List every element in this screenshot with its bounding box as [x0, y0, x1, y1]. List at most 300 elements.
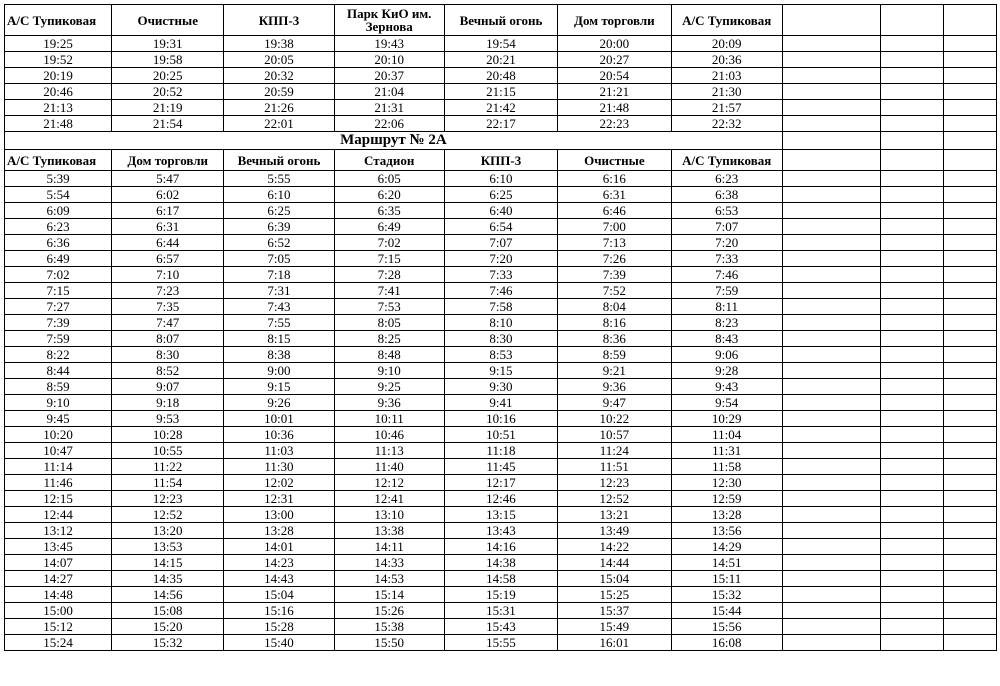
time-cell: 10:55	[112, 443, 224, 459]
time-cell: 15:04	[224, 587, 334, 603]
time-cell: 7:07	[671, 219, 782, 235]
time-cell: 22:17	[444, 116, 557, 132]
time-cell: 21:13	[5, 100, 112, 116]
route-title: Маршрут № 2А	[5, 132, 783, 150]
empty-cell	[782, 443, 881, 459]
time-cell: 8:10	[444, 315, 557, 331]
time-cell: 7:20	[444, 251, 557, 267]
column-header: Дом торговли	[558, 5, 671, 36]
time-cell: 7:15	[334, 251, 444, 267]
time-cell: 7:02	[5, 267, 112, 283]
time-cell: 6:05	[334, 171, 444, 187]
table-row	[5, 507, 997, 523]
empty-cell	[782, 411, 881, 427]
time-cell: 8:05	[334, 315, 444, 331]
column-header: Очистные	[558, 150, 671, 171]
time-cell: 20:37	[334, 68, 444, 84]
time-cell: 7:55	[224, 315, 334, 331]
time-cell: 9:21	[558, 363, 671, 379]
time-cell: 12:23	[112, 491, 224, 507]
time-cell: 7:59	[671, 283, 782, 299]
empty-cell	[782, 491, 881, 507]
empty-cell	[944, 150, 997, 171]
route2-header-row	[5, 150, 997, 171]
time-cell: 6:09	[5, 203, 112, 219]
empty-cell	[881, 587, 944, 603]
time-cell: 14:51	[671, 555, 782, 571]
column-header: Парк КиО им. Зернова	[334, 5, 444, 36]
time-cell: 7:00	[558, 219, 671, 235]
table-row	[5, 203, 997, 219]
table-row	[5, 299, 997, 315]
timetable-sheet	[4, 4, 997, 651]
empty-cell	[944, 116, 997, 132]
empty-cell	[881, 219, 944, 235]
time-cell: 15:00	[5, 603, 112, 619]
time-cell: 12:30	[671, 475, 782, 491]
time-cell: 21:03	[671, 68, 782, 84]
time-cell: 19:31	[112, 36, 224, 52]
table-row	[5, 315, 997, 331]
time-cell: 7:46	[671, 267, 782, 283]
time-cell: 11:24	[558, 443, 671, 459]
time-cell: 15:32	[671, 587, 782, 603]
empty-cell	[944, 68, 997, 84]
time-cell: 6:17	[112, 203, 224, 219]
empty-cell	[782, 363, 881, 379]
time-cell: 7:15	[5, 283, 112, 299]
time-cell: 15:16	[224, 603, 334, 619]
empty-cell	[944, 5, 997, 36]
time-cell: 11:46	[5, 475, 112, 491]
table-row	[5, 411, 997, 427]
time-cell: 21:57	[671, 100, 782, 116]
time-cell: 12:23	[558, 475, 671, 491]
empty-cell	[944, 315, 997, 331]
empty-cell	[944, 523, 997, 539]
time-cell: 9:06	[671, 347, 782, 363]
time-cell: 9:30	[444, 379, 557, 395]
time-cell: 7:41	[334, 283, 444, 299]
empty-cell	[944, 603, 997, 619]
time-cell: 14:38	[444, 555, 557, 571]
time-cell: 15:04	[558, 571, 671, 587]
time-cell: 9:54	[671, 395, 782, 411]
empty-cell	[782, 571, 881, 587]
empty-cell	[944, 84, 997, 100]
time-cell: 14:44	[558, 555, 671, 571]
empty-cell	[782, 283, 881, 299]
empty-cell	[881, 539, 944, 555]
time-cell: 21:31	[334, 100, 444, 116]
empty-cell	[881, 635, 944, 651]
time-cell: 6:53	[671, 203, 782, 219]
empty-cell	[782, 100, 881, 116]
time-cell: 8:30	[112, 347, 224, 363]
table-row	[5, 36, 997, 52]
time-cell: 9:26	[224, 395, 334, 411]
time-cell: 20:54	[558, 68, 671, 84]
empty-cell	[944, 411, 997, 427]
time-cell: 9:43	[671, 379, 782, 395]
time-cell: 7:33	[444, 267, 557, 283]
time-cell: 10:47	[5, 443, 112, 459]
empty-cell	[881, 203, 944, 219]
time-cell: 7:58	[444, 299, 557, 315]
time-cell: 20:48	[444, 68, 557, 84]
table-row	[5, 267, 997, 283]
time-cell: 13:28	[671, 507, 782, 523]
time-cell: 6:52	[224, 235, 334, 251]
time-cell: 7:27	[5, 299, 112, 315]
empty-cell	[881, 36, 944, 52]
table-row	[5, 587, 997, 603]
time-cell: 20:21	[444, 52, 557, 68]
table-row	[5, 539, 997, 555]
time-cell: 7:52	[558, 283, 671, 299]
time-cell: 8:07	[112, 331, 224, 347]
time-cell: 8:53	[444, 347, 557, 363]
time-cell: 5:39	[5, 171, 112, 187]
empty-cell	[944, 299, 997, 315]
empty-cell	[881, 187, 944, 203]
table-row	[5, 379, 997, 395]
empty-cell	[944, 251, 997, 267]
time-cell: 11:04	[671, 427, 782, 443]
time-cell: 9:10	[5, 395, 112, 411]
time-cell: 20:32	[224, 68, 334, 84]
time-cell: 6:44	[112, 235, 224, 251]
time-cell: 6:16	[558, 171, 671, 187]
empty-cell	[944, 100, 997, 116]
time-cell: 6:02	[112, 187, 224, 203]
time-cell: 14:16	[444, 539, 557, 555]
empty-cell	[944, 587, 997, 603]
time-cell: 13:00	[224, 507, 334, 523]
empty-cell	[881, 267, 944, 283]
time-cell: 13:12	[5, 523, 112, 539]
time-cell: 20:10	[334, 52, 444, 68]
time-cell: 10:16	[444, 411, 557, 427]
time-cell: 6:10	[444, 171, 557, 187]
empty-cell	[881, 523, 944, 539]
time-cell: 9:07	[112, 379, 224, 395]
empty-cell	[881, 235, 944, 251]
time-cell: 13:21	[558, 507, 671, 523]
time-cell: 6:57	[112, 251, 224, 267]
time-cell: 7:35	[112, 299, 224, 315]
empty-cell	[944, 52, 997, 68]
empty-cell	[782, 587, 881, 603]
empty-cell	[881, 331, 944, 347]
table-row	[5, 84, 997, 100]
empty-cell	[881, 150, 944, 171]
time-cell: 9:41	[444, 395, 557, 411]
time-cell: 22:06	[334, 116, 444, 132]
empty-cell	[881, 427, 944, 443]
empty-cell	[782, 68, 881, 84]
column-header: Вечный огонь	[224, 150, 334, 171]
time-cell: 20:19	[5, 68, 112, 84]
time-cell: 14:01	[224, 539, 334, 555]
time-cell: 7:10	[112, 267, 224, 283]
column-header: КПП-3	[224, 5, 334, 36]
time-cell: 11:22	[112, 459, 224, 475]
empty-cell	[944, 331, 997, 347]
table-row	[5, 363, 997, 379]
time-cell: 8:30	[444, 331, 557, 347]
time-cell: 20:46	[5, 84, 112, 100]
empty-cell	[782, 475, 881, 491]
time-cell: 6:49	[5, 251, 112, 267]
time-cell: 6:31	[112, 219, 224, 235]
time-cell: 10:29	[671, 411, 782, 427]
empty-cell	[944, 132, 997, 150]
time-cell: 6:10	[224, 187, 334, 203]
empty-cell	[881, 379, 944, 395]
table-row	[5, 619, 997, 635]
time-cell: 10:01	[224, 411, 334, 427]
time-cell: 6:38	[671, 187, 782, 203]
time-cell: 7:39	[5, 315, 112, 331]
empty-cell	[782, 116, 881, 132]
time-cell: 9:15	[444, 363, 557, 379]
time-cell: 6:40	[444, 203, 557, 219]
time-cell: 12:15	[5, 491, 112, 507]
empty-cell	[881, 475, 944, 491]
column-header: А/С Тупиковая	[5, 5, 112, 36]
empty-cell	[881, 443, 944, 459]
empty-cell	[944, 187, 997, 203]
time-cell: 7:05	[224, 251, 334, 267]
column-header: Дом торговли	[112, 150, 224, 171]
empty-cell	[782, 603, 881, 619]
time-cell: 15:37	[558, 603, 671, 619]
time-cell: 8:16	[558, 315, 671, 331]
time-cell: 6:25	[444, 187, 557, 203]
time-cell: 15:32	[112, 635, 224, 651]
column-header: КПП-3	[444, 150, 557, 171]
empty-cell	[944, 427, 997, 443]
empty-cell	[782, 347, 881, 363]
time-cell: 14:27	[5, 571, 112, 587]
empty-cell	[782, 427, 881, 443]
empty-cell	[881, 363, 944, 379]
table-row	[5, 427, 997, 443]
empty-cell	[782, 52, 881, 68]
column-header: А/С Тупиковая	[5, 150, 112, 171]
empty-cell	[881, 347, 944, 363]
empty-cell	[782, 379, 881, 395]
time-cell: 9:25	[334, 379, 444, 395]
time-cell: 8:22	[5, 347, 112, 363]
time-cell: 16:08	[671, 635, 782, 651]
empty-cell	[944, 283, 997, 299]
time-cell: 15:56	[671, 619, 782, 635]
time-cell: 12:52	[558, 491, 671, 507]
time-cell: 8:43	[671, 331, 782, 347]
empty-cell	[881, 571, 944, 587]
time-cell: 9:36	[558, 379, 671, 395]
time-cell: 13:28	[224, 523, 334, 539]
time-cell: 15:24	[5, 635, 112, 651]
time-cell: 8:59	[558, 347, 671, 363]
table-row	[5, 116, 997, 132]
time-cell: 8:59	[5, 379, 112, 395]
time-cell: 19:43	[334, 36, 444, 52]
empty-cell	[944, 363, 997, 379]
time-cell: 21:04	[334, 84, 444, 100]
route1-header-row	[5, 5, 997, 36]
empty-cell	[881, 116, 944, 132]
time-cell: 10:46	[334, 427, 444, 443]
empty-cell	[881, 491, 944, 507]
time-cell: 8:36	[558, 331, 671, 347]
empty-cell	[782, 171, 881, 187]
time-cell: 8:23	[671, 315, 782, 331]
time-cell: 13:10	[334, 507, 444, 523]
time-cell: 9:53	[112, 411, 224, 427]
empty-cell	[944, 507, 997, 523]
time-cell: 14:15	[112, 555, 224, 571]
time-cell: 19:54	[444, 36, 557, 52]
table-row	[5, 187, 997, 203]
time-cell: 14:35	[112, 571, 224, 587]
empty-cell	[944, 539, 997, 555]
time-cell: 6:46	[558, 203, 671, 219]
time-cell: 15:28	[224, 619, 334, 635]
empty-cell	[881, 619, 944, 635]
time-cell: 20:00	[558, 36, 671, 52]
empty-cell	[944, 491, 997, 507]
time-cell: 9:45	[5, 411, 112, 427]
table-row	[5, 475, 997, 491]
time-cell: 13:56	[671, 523, 782, 539]
time-cell: 20:59	[224, 84, 334, 100]
empty-cell	[782, 203, 881, 219]
column-header: А/С Тупиковая	[671, 5, 782, 36]
time-cell: 13:53	[112, 539, 224, 555]
time-cell: 8:44	[5, 363, 112, 379]
empty-cell	[881, 603, 944, 619]
time-cell: 14:07	[5, 555, 112, 571]
time-cell: 8:15	[224, 331, 334, 347]
time-cell: 9:15	[224, 379, 334, 395]
time-cell: 21:26	[224, 100, 334, 116]
time-cell: 6:49	[334, 219, 444, 235]
time-cell: 12:44	[5, 507, 112, 523]
time-cell: 15:43	[444, 619, 557, 635]
empty-cell	[782, 331, 881, 347]
time-cell: 7:46	[444, 283, 557, 299]
column-header: Очистные	[112, 5, 224, 36]
empty-cell	[944, 219, 997, 235]
time-cell: 7:59	[5, 331, 112, 347]
time-cell: 19:25	[5, 36, 112, 52]
time-cell: 14:29	[671, 539, 782, 555]
empty-cell	[782, 187, 881, 203]
empty-cell	[944, 555, 997, 571]
empty-cell	[881, 100, 944, 116]
time-cell: 8:11	[671, 299, 782, 315]
time-cell: 11:18	[444, 443, 557, 459]
empty-cell	[881, 411, 944, 427]
empty-cell	[944, 571, 997, 587]
table-row	[5, 443, 997, 459]
time-cell: 14:23	[224, 555, 334, 571]
time-cell: 7:28	[334, 267, 444, 283]
time-cell: 21:42	[444, 100, 557, 116]
table-row	[5, 68, 997, 84]
table-row	[5, 395, 997, 411]
empty-cell	[782, 523, 881, 539]
column-header: Вечный огонь	[444, 5, 557, 36]
empty-cell	[944, 635, 997, 651]
empty-cell	[881, 283, 944, 299]
empty-cell	[944, 379, 997, 395]
time-cell: 8:38	[224, 347, 334, 363]
time-cell: 12:02	[224, 475, 334, 491]
time-cell: 8:25	[334, 331, 444, 347]
route2-title-row	[5, 132, 997, 150]
time-cell: 12:12	[334, 475, 444, 491]
empty-cell	[782, 395, 881, 411]
empty-cell	[782, 132, 881, 150]
empty-cell	[881, 555, 944, 571]
time-cell: 8:48	[334, 347, 444, 363]
empty-cell	[782, 235, 881, 251]
time-cell: 22:23	[558, 116, 671, 132]
time-cell: 12:52	[112, 507, 224, 523]
empty-cell	[944, 36, 997, 52]
time-cell: 15:31	[444, 603, 557, 619]
time-cell: 15:20	[112, 619, 224, 635]
time-cell: 9:18	[112, 395, 224, 411]
empty-cell	[881, 132, 944, 150]
time-cell: 7:26	[558, 251, 671, 267]
time-cell: 6:35	[334, 203, 444, 219]
time-cell: 13:49	[558, 523, 671, 539]
time-cell: 15:11	[671, 571, 782, 587]
time-cell: 15:38	[334, 619, 444, 635]
time-cell: 5:55	[224, 171, 334, 187]
empty-cell	[782, 315, 881, 331]
time-cell: 7:43	[224, 299, 334, 315]
time-cell: 14:43	[224, 571, 334, 587]
empty-cell	[881, 395, 944, 411]
empty-cell	[881, 68, 944, 84]
time-cell: 20:25	[112, 68, 224, 84]
time-cell: 7:53	[334, 299, 444, 315]
time-cell: 21:15	[444, 84, 557, 100]
time-cell: 6:31	[558, 187, 671, 203]
empty-cell	[944, 443, 997, 459]
time-cell: 14:53	[334, 571, 444, 587]
empty-cell	[782, 84, 881, 100]
empty-cell	[782, 619, 881, 635]
time-cell: 15:19	[444, 587, 557, 603]
time-cell: 22:32	[671, 116, 782, 132]
time-cell: 16:01	[558, 635, 671, 651]
time-cell: 7:20	[671, 235, 782, 251]
time-cell: 15:50	[334, 635, 444, 651]
column-header: А/С Тупиковая	[671, 150, 782, 171]
table-row	[5, 283, 997, 299]
empty-cell	[782, 507, 881, 523]
table-row	[5, 347, 997, 363]
time-cell: 15:14	[334, 587, 444, 603]
time-cell: 15:08	[112, 603, 224, 619]
